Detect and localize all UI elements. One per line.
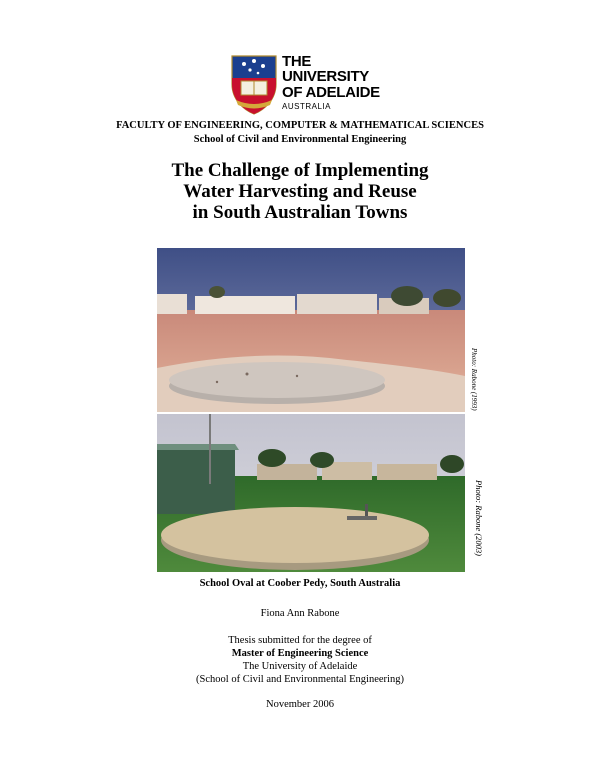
thesis-title [0,160,600,223]
author-name: Fiona Ann Rabone [260,608,340,619]
school-name: School of Civil and Environmental Engineering [193,134,407,145]
faculty-name: FACULTY OF ENGINEERING, COMPUTER & MATHEMATICAL SCIENCES [116,120,484,131]
photo-oval-2003 [157,414,465,572]
university-wordmark [282,54,380,111]
thesis-statement [0,634,600,686]
title-line-3: in South Australian Towns [192,202,408,223]
degree-name: Master of Engineering Science [231,648,369,659]
thesis-line: Thesis submitted for the degree of [228,635,372,646]
university-logo [230,54,380,116]
logo-line-2: OF ADELAIDE [282,84,380,101]
university-crest-icon [230,54,278,116]
submission-date: November 2006 [266,699,334,710]
title-line-2: Water Harvesting and Reuse [183,181,417,202]
logo-line-3: AUSTRALIA [282,102,331,111]
photo-oval-1993 [157,248,465,412]
photo-caption: School Oval at Coober Pedy, South Australia [199,578,401,589]
photo-credit-2003: Photo: Rabone (2003) [474,480,484,557]
title-line-1: The Challenge of Implementing [171,160,429,181]
university-name: The University of Adelaide [242,661,358,672]
photo-credit-1993: Photo: Rabone (1993) [470,348,478,411]
logo-line-1: THE UNIVERSITY [282,53,370,85]
school-affiliation: (School of Civil and Environmental Engineering) [196,674,404,685]
